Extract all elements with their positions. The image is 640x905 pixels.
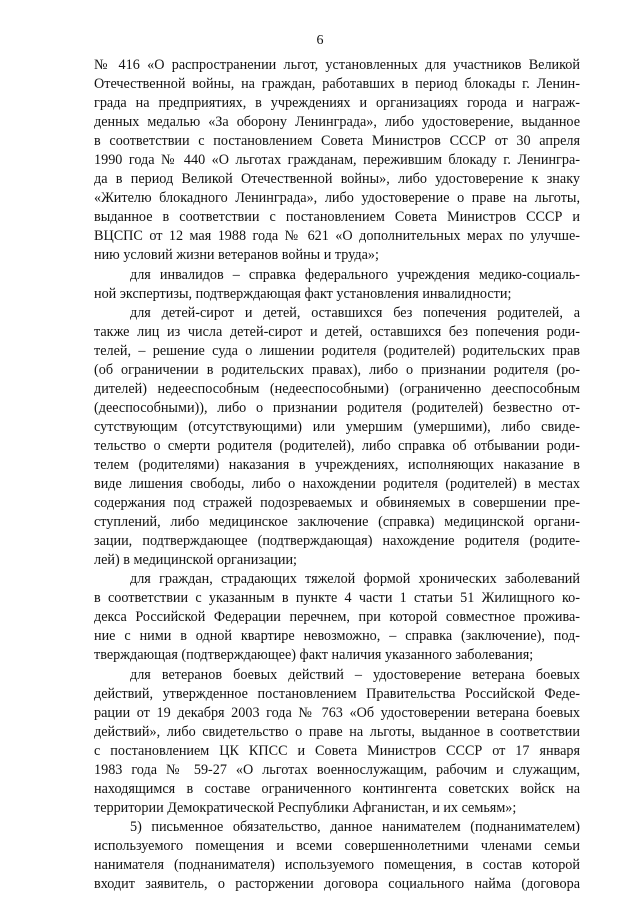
document-body	[94, 56, 580, 894]
text-line: нию условий жизни ветеранов войны и труда»;	[94, 247, 379, 264]
text-line: для инвалидов – справка федерального учреждения медико-социаль-	[130, 266, 580, 283]
text-line: (об ограничении в родительских правах), либо о признании родителя (ро-	[94, 361, 580, 378]
text-line: входит заявитель, о расторжении договора социального найма (договора	[94, 876, 580, 893]
text-line: да в период Великой Отечественной войны», либо удостоверение к знаку	[94, 171, 580, 188]
text-line: содержания под стражей подозреваемых и обвиняемых в совершении пре-	[94, 495, 580, 512]
text-line: 5) письменное обязательство, данное нанимателем (поднанимателем)	[130, 818, 580, 835]
text-line: для ветеранов боевых действий – удостоверение ветерана боевых	[130, 666, 580, 683]
text-line: тверждающая (подтверждающее) факт наличия указанного заболевания;	[94, 647, 534, 664]
text-line: выданное в соответствии с постановлением Совета Министров СССР и	[94, 209, 580, 226]
text-line: также лиц из числа детей-сирот и детей, оставшихся без попечения роди-	[94, 323, 580, 340]
text-line: лей) в медицинской организации;	[94, 552, 297, 569]
text-line: находящимся в составе ограниченного контингента советских войск на	[94, 780, 580, 797]
text-line: территории Демократической Республики Афганистан, и их семьям»;	[94, 799, 517, 816]
text-line: «Жителю блокадного Ленинграда», либо удостоверение о праве на льготы,	[94, 190, 580, 207]
text-line: действий, утвержденное постановлением Правительства Российской Феде-	[94, 685, 580, 702]
text-line: рации от 19 декабря 2003 года № 763 «Об удостоверении ветерана боевых	[94, 704, 580, 721]
text-line: ной экспертизы, подтверждающая факт установления инвалидности;	[94, 285, 512, 302]
text-line: № 416 «О распространении льгот, установленных для участников Великой	[94, 57, 580, 73]
text-line: используемого помещения и всеми совершеннолетними членами семьи	[94, 837, 580, 854]
text-line: телем (родителями) наказания в учреждениях, исполняющих наказание в	[94, 456, 580, 473]
text-line: для детей-сирот и детей, оставшихся без попечения родителей, а	[130, 304, 580, 321]
text-line: виде лишения свободы, либо о нахождении родителя (родителей) в местах	[94, 476, 580, 493]
text-line: нанимателя (поднанимателя) используемого помещения, в состав которой	[94, 856, 580, 873]
text-line: ВЦСПС от 12 мая 1988 года № 621 «О дополнительных мерах по улучше-	[94, 228, 580, 245]
text-line: 1990 года № 440 «О льготах гражданам, пережившим блокаду г. Ленингра-	[94, 152, 580, 169]
text-line: града на предприятиях, в учреждениях и организациях города и награж-	[94, 95, 580, 112]
text-line: ступлений, либо медицинское заключение (справка) медицинской органи-	[94, 514, 580, 531]
text-line: для граждан, страдающих тяжелой формой хронических заболеваний	[130, 571, 580, 588]
text-line: Отечественной войны, на граждан, работавших в период блокады г. Ленин-	[94, 76, 580, 93]
text-line: в соответствии с постановлением Совета Министров СССР от 30 апреля	[94, 133, 580, 150]
text-line: декса Российской Федерации перечнем, при которой совместное прожива-	[94, 609, 580, 626]
text-line: (дееспособными)), либо о признании родителя (родителей) безвестно от-	[94, 399, 580, 416]
text-line: в соответствии с указанным в пункте 4 части 1 статьи 51 Жилищного ко-	[94, 590, 580, 607]
text-line: действий», либо свидетельство о праве на льготы, выданное в соответствии	[94, 723, 580, 740]
text-line: денных медалью «За оборону Ленинграда», либо удостоверение, выданное	[94, 114, 580, 131]
text-line: зации, подтверждающее (подтверждающая) нахождение родителя (родите-	[94, 533, 580, 550]
text-line: с постановлением ЦК КПСС и Совета Министров СССР от 17 января	[94, 742, 580, 759]
page-number: 6	[316, 33, 324, 48]
text-line: телей, – решение суда о лишении родителя (родителей) родительских прав	[94, 342, 580, 359]
text-line: тельство о смерти родителя (родителей), либо справка об отбывании роди-	[94, 437, 580, 454]
text-line: дителей) недееспособным (недееспособными) (ограниченно дееспособным	[94, 380, 580, 397]
text-line: ние с ними в одной квартире невозможно, – справка (заключение), под-	[94, 628, 580, 645]
text-line: 1983 года № 59-27 «О льготах военнослужащим, рабочим и служащим,	[94, 761, 580, 778]
text-line: сутствующим (отсутствующими) или умершим (умершими), либо свиде-	[94, 418, 580, 435]
